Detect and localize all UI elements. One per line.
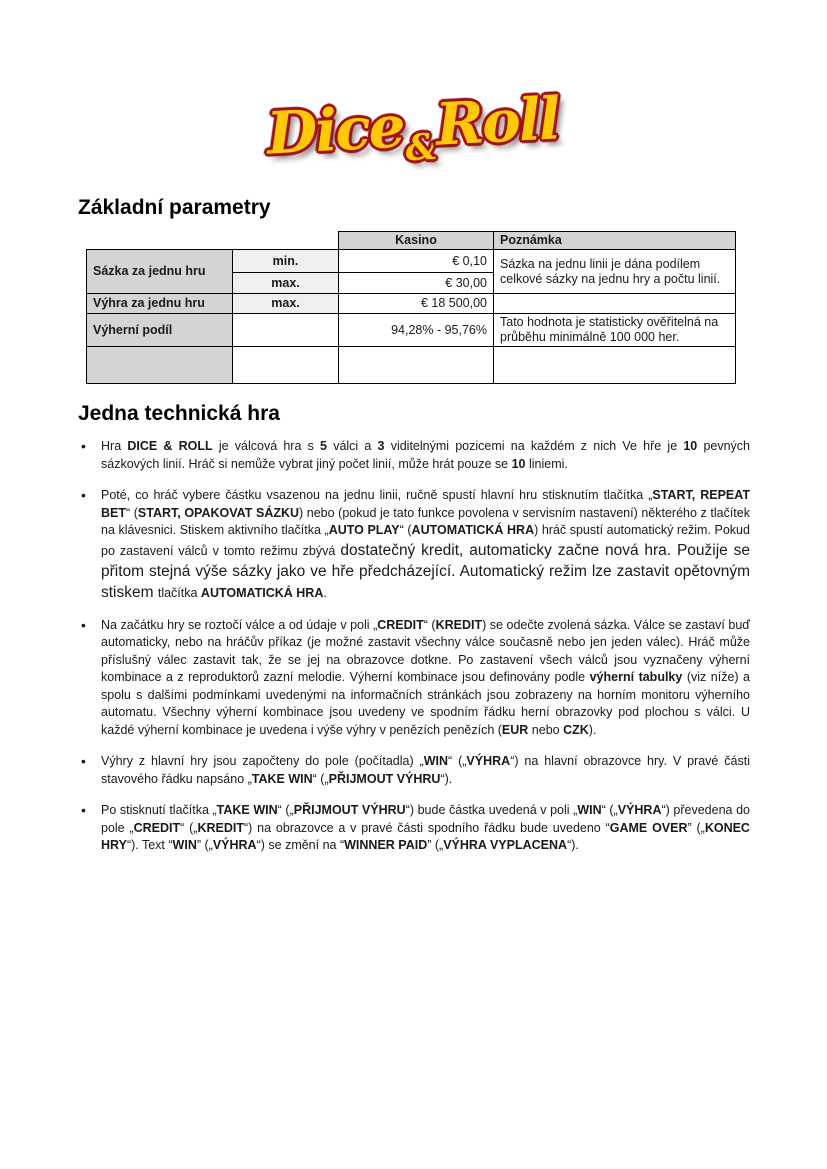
- table-cell-label-vyhra: Výhra za jednu hru: [87, 294, 233, 314]
- table-cell-value-vyhra: € 18 500,00: [339, 294, 494, 314]
- section-title-one-technical-game: Jedna technická hra: [78, 402, 280, 425]
- parameters-table: [86, 231, 736, 384]
- table-cell-note-podil: Tato hodnota je statisticky ověřitelná na průběhu minimálně 100 000 her.: [494, 314, 736, 347]
- table-header-empty: [87, 232, 339, 250]
- table-cell-note-empty: [494, 347, 736, 384]
- table-cell-label-sazka: Sázka za jednu hru: [87, 250, 233, 294]
- logo-word-roll: Roll: [434, 84, 561, 159]
- dice-and-roll-logo: [0, 84, 827, 170]
- bullet-item-win-field: • Výhry z hlavní hry jsou započteny do pole (počítadla) „WIN“ („VÝHRA“) na hlavní obrazovce hry. V pravé části stavového řádku napsáno „TAKE WIN“ („PŘIJMOUT VÝHRU“).: [78, 753, 750, 788]
- bullet-item-start-autoplay: • Poté, co hráč vybere částku vsazenou na jednu linii, ručně spustí hlavní hru stisknutím tlačítka „START, REPEAT BET“ (START, OPAKOVAT SÁZKU) nebo (pokud je tato funkce povolena v servisním nastavení) některého z tlačítek na klávesnici. Stiskem aktivního tlačítka „AUTO PLAY“ (AUTOMATICKÁ HRA) hráč spustí automatický režim. Pokud po zastavení válců v tomto režimu zbývá dostatečný kredit, automaticky začne nová hra. Použije se přitom stejná výše sázky jako ve hře předcházející. Automatický režim lze zastavit opětovným stiskem tlačítka AUTOMATICKÁ HRA.: [78, 487, 750, 603]
- table-cell-sub-vyhra-max: max.: [233, 294, 339, 314]
- table-header-kasino: Kasino: [339, 232, 494, 250]
- bullet-item-take-win: • Po stisknutí tlačítka „TAKE WIN“ („PŘIJMOUT VÝHRU“) bude částka uvedená v poli „WIN“ („VÝHRA“) převedena do pole „CREDIT“ („KREDIT“) na obrazovce a v pravé části spodního řádku bude uvedeno “GAME OVER” („KONEC HRY“). Text “WIN” („VÝHRA“) se změní na “WINNER PAID” („VÝHRA VYPLACENA“).: [78, 802, 750, 855]
- table-cell-note-sazka: Sázka na jednu linii je dána podílem celkové sázky na jednu hry a počtu linií.: [494, 250, 736, 294]
- table-cell-label-podil: Výherní podíl: [87, 314, 233, 347]
- table-cell-sub-max: max.: [233, 273, 339, 294]
- table-cell-value-empty: [339, 347, 494, 384]
- table-header-poznamka: Poznámka: [494, 232, 736, 250]
- logo-word-dice: Dice: [265, 92, 406, 168]
- section-title-basic-parameters: Základní parametry: [78, 196, 271, 219]
- bullet-item-credit-spin: • Na začátku hry se roztočí válce a od údaje v poli „CREDIT“ (KREDIT) se odečte zvolená sázka. Válce se zastaví buď automaticky, nebo na hráčův příkaz (je možné zastavit všechny válce současně nebo jen jeden válec). Hráč může příslušný válec zastavit tak, že se jej na obrazovce dotkne. Po zastavení všech válců jsou vyznačeny výherní kombinace a z reproduktorů zazní melodie. Výherní kombinace jsou definovány podle výherní tabulky (viz níže) a spolu s dalšími podmínkami uvedenými na informačních stránkách jsou zobrazeny na horním monitoru výherního automatu. Všechny výherní kombinace jsou uvedeny ve spodním řádku herní obrazovky pod plochou s válci. U každé výherní kombinace je uvedena i výše výhry v penězích penězích (EUR nebo CZK).: [78, 617, 750, 740]
- table-cell-sub-podil: [233, 314, 339, 347]
- game-description-list: [78, 438, 750, 869]
- table-cell-note-vyhra: [494, 294, 736, 314]
- table-cell-value-min: € 0,10: [339, 250, 494, 273]
- bullet-item-reels: • Hra DICE & ROLL je válcová hra s 5 válci a 3 viditelnými pozicemi na každém z nich Ve hře je 10 pevných sázkových linií. Hráč si nemůže vybrat jiný počet linií, může hrát pouze se 10 liniemi.: [78, 438, 750, 473]
- table-cell-value-podil: 94,28% - 95,76%: [339, 314, 494, 347]
- table-cell-label-empty: [87, 347, 233, 384]
- logo-text: [266, 84, 562, 176]
- table-cell-sub-empty: [233, 347, 339, 384]
- table-cell-value-max: € 30,00: [339, 273, 494, 294]
- table-cell-sub-min: min.: [233, 250, 339, 273]
- logo-ampersand: &: [404, 125, 438, 170]
